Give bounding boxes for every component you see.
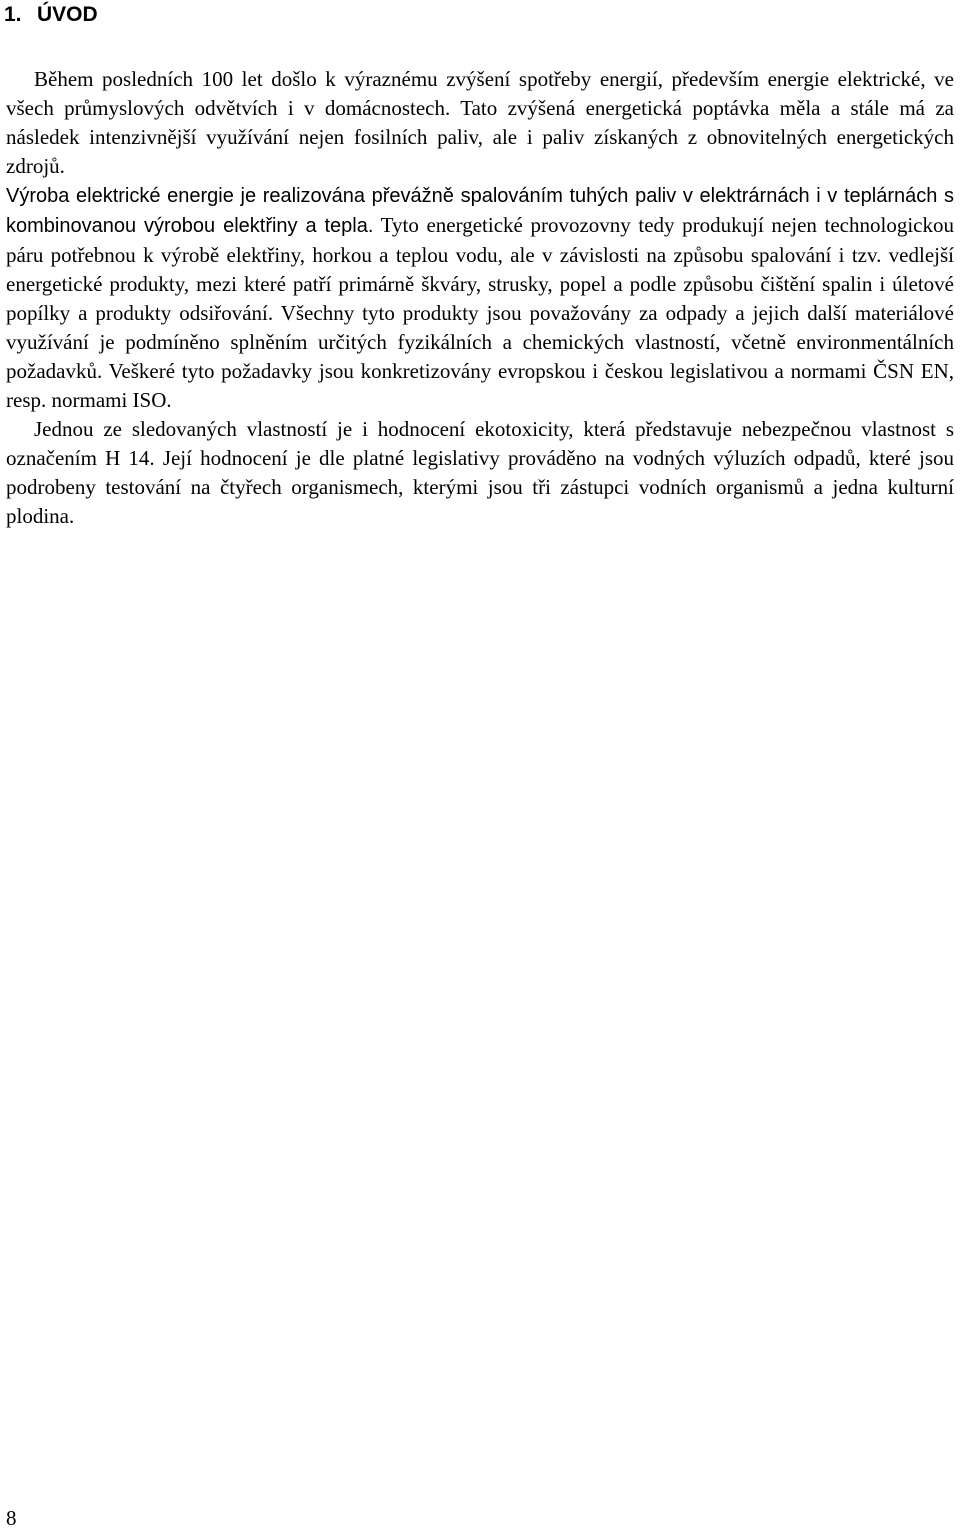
document-body <box>6 65 954 531</box>
section-number: 1. <box>4 3 22 26</box>
paragraph-1 <box>6 65 954 415</box>
paragraph-1-part-3: Tyto energetické provozovny tedy produkují nejen technologickou páru potřebnou k výrobě elektřiny, horkou a teplou vodu, ale v závislosti na způsobu spalování i tzv. vedlejší energetické produkty, mezi které patří primárně škváry, strusky, popel a podle způsobu čištění spalin i úletové popílky a produkty odsiřování. <box>6 213 954 325</box>
section-heading <box>4 1 98 29</box>
paragraph-1-part-4: Všechny tyto produkty jsou považovány za odpady a jejich další materiálové využívání je podmíněno splněním určitých fyzikálních a chemických vlastností, včetně environmentálních požadavků. <box>6 301 954 383</box>
page-number: 8 <box>6 1506 17 1530</box>
paragraph-1-part-2: Výroba elektrické energie je realizována převážně spalováním tuhých paliv v elektrárnách i v teplárnách s kombinovanou výrobou elektřiny a tepla. <box>6 185 954 237</box>
paragraph-1-part-5: Veškeré tyto požadavky jsou konkretizovány evropskou i českou legislativou a normami ČSN EN, resp. normami ISO. <box>6 359 954 412</box>
paragraph-2: Jednou ze sledovaných vlastností je i hodnocení ekotoxicity, která představuje nebezpečnou vlastnost s označením H 14. Její hodnocení je dle platné legislativy prováděno na vodných výluzích odpadů, které jsou podrobeny testování na čtyřech organismech, kterými jsou tři zástupci vodních organismů a jedna kulturní plodina. <box>6 417 954 528</box>
section-title: ÚVOD <box>37 3 98 26</box>
paragraph-1-part-1: Během posledních 100 let došlo k výraznému zvýšení spotřeby energií, především energie elektrické, ve všech průmyslových odvětvích i v domácnostech. Tato zvýšená energetická poptávka měla a stále má za následek intenzivnější využívání nejen fosilních paliv, ale i paliv získaných z obnovitelných energetických zdrojů. <box>6 67 954 178</box>
